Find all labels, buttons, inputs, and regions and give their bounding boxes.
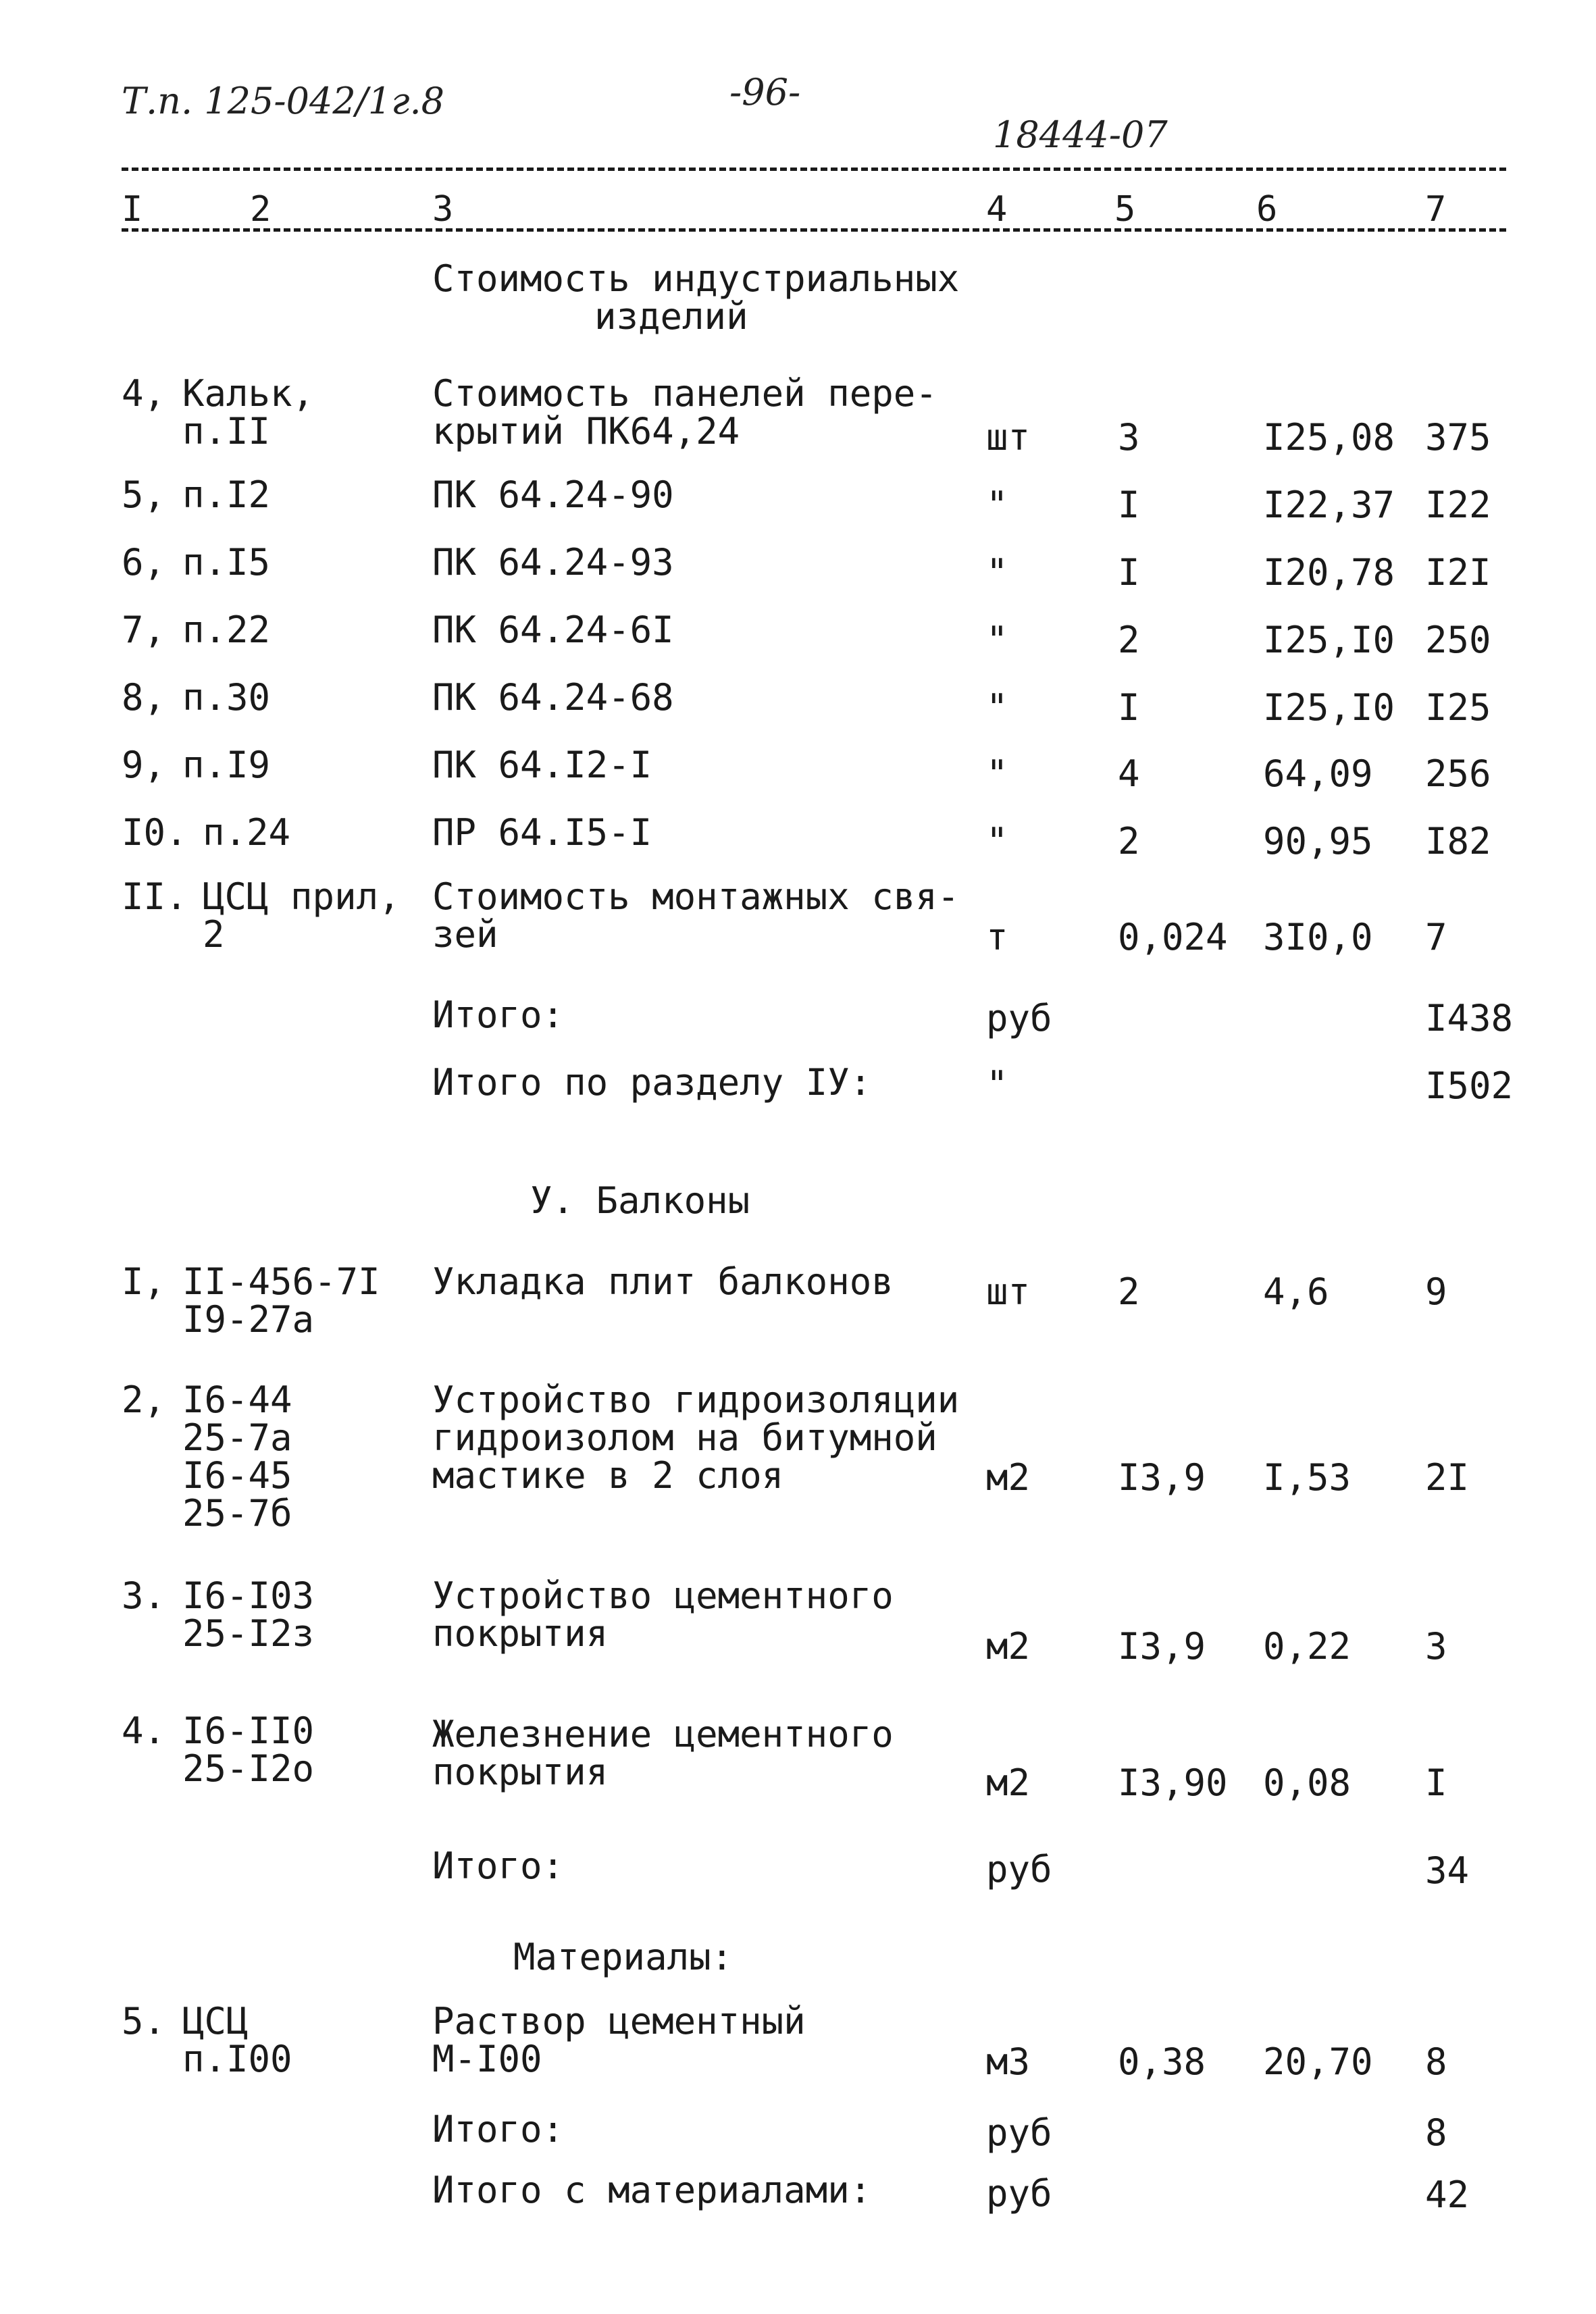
subtotal-unit: руб [986, 997, 1052, 1039]
row-total: 7 [1425, 916, 1447, 958]
row-description: ПК 64.24-6I [432, 609, 674, 651]
col-number-6: 6 [1256, 189, 1278, 230]
row-quantity: I3,9 [1118, 1625, 1206, 1668]
reference-line: п.II [182, 410, 271, 453]
row-quantity: 0,024 [1118, 916, 1228, 958]
row-price: I22,37 [1263, 484, 1395, 526]
description-line: Устройство цементного [432, 1574, 894, 1617]
subtotal-label: Итого: [432, 994, 565, 1036]
reference-line: п.I00 [182, 2038, 292, 2080]
reference-line: 25-7б [182, 1492, 292, 1535]
page-number: -96- [729, 71, 801, 113]
section-title-line-1: Стоимость индустриальных [432, 257, 960, 300]
document-reference: Т.п. 125-042/1г.8 [122, 80, 445, 122]
row-description [432, 1381, 959, 1495]
row-reference: п.I5 [182, 541, 271, 584]
reference-line: I6-44 [182, 1379, 292, 1421]
row-description: ПК 64.24-93 [432, 541, 674, 584]
section-title-balconies: У. Балконы [530, 1179, 750, 1222]
row-price: 64,09 [1263, 752, 1373, 795]
row-quantity: 2 [1118, 1270, 1140, 1313]
col-number-4: 4 [986, 189, 1008, 230]
row-number: 4. [122, 1709, 166, 1752]
row-unit: м3 [986, 2040, 1031, 2083]
row-quantity: 2 [1118, 820, 1140, 863]
row-reference: п.24 [203, 811, 291, 854]
row-number: 5, [122, 473, 166, 516]
reference-line: I6-I03 [182, 1574, 315, 1617]
row-unit: т [986, 916, 1008, 958]
row-description [432, 372, 937, 453]
reference-line: 2 [203, 913, 225, 956]
col-number-5: 5 [1114, 189, 1136, 230]
reference-line: ЦСЦ [182, 2000, 249, 2042]
row-total: 250 [1425, 619, 1491, 661]
row-number: I0. [122, 811, 188, 854]
row-total: 3 [1425, 1625, 1447, 1668]
row-unit: " [986, 686, 1008, 729]
row-number: 9, [122, 744, 166, 786]
reference-line: ЦСЦ прил, [203, 875, 401, 918]
row-reference [182, 2000, 292, 2080]
row-unit: " [986, 551, 1008, 594]
subtotal-value: I438 [1425, 997, 1514, 1039]
reference-line: II-456-7I [182, 1260, 380, 1303]
reference-line: 25-I2о [182, 1747, 315, 1790]
row-total: I82 [1425, 820, 1491, 863]
col-number-2: 2 [250, 189, 272, 230]
row-total: 375 [1425, 416, 1491, 459]
row-description [432, 2000, 806, 2080]
row-reference [182, 1260, 380, 1341]
col-number-3: 3 [432, 189, 454, 230]
row-quantity: 0,38 [1118, 2040, 1206, 2083]
description-line: Стоимость панелей пере- [432, 372, 937, 415]
materials-subtotal-value: 8 [1425, 2111, 1447, 2154]
row-description [432, 1713, 894, 1793]
row-reference: п.I9 [182, 744, 271, 786]
reference-line: 25-I2з [182, 1612, 315, 1655]
row-description: Укладка плит балконов [432, 1260, 894, 1303]
description-line: зей [432, 913, 498, 956]
row-unit: " [986, 619, 1008, 661]
row-description: ПК 64.24-68 [432, 676, 674, 719]
row-reference: п.30 [182, 676, 271, 719]
row-unit: " [986, 484, 1008, 526]
row-unit: м2 [986, 1625, 1031, 1668]
description-line: мастике в 2 слоя [432, 1454, 784, 1497]
description-line: М-I00 [432, 2038, 542, 2080]
row-total: 256 [1425, 752, 1491, 795]
materials-subtotal-label: Итого: [432, 2108, 565, 2151]
description-line: гидроизолом на битумной [432, 1416, 937, 1459]
subtotal-label: Итого: [432, 1845, 565, 1887]
row-price: 20,70 [1263, 2040, 1373, 2083]
row-price: 0,22 [1263, 1625, 1352, 1668]
grand-total-value: 42 [1425, 2174, 1470, 2216]
row-unit: шт [986, 1270, 1031, 1313]
row-price: 90,95 [1263, 820, 1373, 863]
row-price: I25,08 [1263, 416, 1395, 459]
section-total-value: I502 [1425, 1064, 1514, 1107]
reference-line: I6-II0 [182, 1709, 315, 1752]
row-total: 8 [1425, 2040, 1447, 2083]
row-quantity: I [1118, 484, 1140, 526]
row-number: 3. [122, 1574, 166, 1617]
grand-total-unit: руб [986, 2172, 1052, 2215]
description-line: крытий ПК64,24 [432, 410, 740, 453]
row-number: 8, [122, 676, 166, 719]
description-line: Железнение цементного [432, 1713, 894, 1755]
row-quantity: I3,90 [1118, 1762, 1228, 1804]
row-unit: м2 [986, 1762, 1031, 1804]
section-title-line-2: изделий [594, 295, 748, 338]
row-total: I2I [1425, 551, 1491, 594]
row-reference [182, 372, 315, 453]
row-quantity: 3 [1118, 416, 1140, 459]
row-reference: п.22 [182, 609, 271, 651]
header-bottom-rule [122, 228, 1506, 232]
row-reference [182, 1381, 292, 1533]
row-description: ПК 64.24-90 [432, 473, 674, 516]
section-total-label: Итого по разделу IУ: [432, 1061, 872, 1104]
row-total: I22 [1425, 484, 1491, 526]
row-unit: " [986, 752, 1008, 795]
col-number-1: I [122, 189, 143, 230]
row-price: 3I0,0 [1263, 916, 1373, 958]
row-total: I25 [1425, 686, 1491, 729]
row-number: 6, [122, 541, 166, 584]
row-unit: шт [986, 416, 1031, 459]
row-reference [203, 875, 401, 956]
col-number-7: 7 [1425, 189, 1447, 230]
row-unit: " [986, 820, 1008, 863]
row-quantity: 4 [1118, 752, 1140, 795]
row-price: 4,6 [1263, 1270, 1329, 1313]
row-quantity: I [1118, 686, 1140, 729]
reference-line: 25-7а [182, 1416, 292, 1459]
row-quantity: I [1118, 551, 1140, 594]
description-line: Раствор цементный [432, 2000, 806, 2042]
row-reference [182, 1574, 315, 1655]
row-price: 0,08 [1263, 1762, 1352, 1804]
row-price: I25,I0 [1263, 686, 1395, 729]
reference-line: Кальк, [182, 372, 315, 415]
materials-subtotal-unit: руб [986, 2111, 1052, 2154]
description-line: покрытия [432, 1612, 609, 1655]
description-line: Устройство гидроизоляции [432, 1379, 960, 1421]
row-number: 2, [122, 1379, 166, 1421]
description-line: покрытия [432, 1751, 609, 1793]
section-total-unit: " [986, 1063, 1008, 1106]
document-number: 18444-07 [993, 113, 1168, 156]
row-price: I25,I0 [1263, 619, 1395, 661]
row-total: 2I [1425, 1456, 1470, 1499]
row-number: 5. [122, 2000, 166, 2042]
row-price: I20,78 [1263, 551, 1395, 594]
subtotal-value: 34 [1425, 1849, 1470, 1892]
row-number: II. [122, 875, 188, 918]
description-line: Стоимость монтажных свя- [432, 875, 960, 918]
row-reference: п.I2 [182, 473, 271, 516]
header-top-rule [122, 168, 1506, 171]
grand-total-label: Итого с материалами: [432, 2169, 872, 2211]
row-description: ПР 64.I5-I [432, 811, 652, 854]
reference-line: I6-45 [182, 1454, 292, 1497]
reference-line: I9-27а [182, 1298, 315, 1341]
row-description [432, 1574, 894, 1655]
row-description: ПК 64.I2-I [432, 744, 652, 786]
row-reference [182, 1709, 315, 1790]
subtotal-unit: руб [986, 1848, 1052, 1891]
row-number: 7, [122, 609, 166, 651]
row-number: I, [122, 1260, 166, 1303]
row-description [432, 875, 960, 956]
row-quantity: I3,9 [1118, 1456, 1206, 1499]
row-number: 4, [122, 372, 166, 415]
materials-title: Материалы: [513, 1936, 733, 1978]
row-quantity: 2 [1118, 619, 1140, 661]
row-total: I [1425, 1762, 1447, 1804]
section-title-industrial [432, 257, 960, 338]
row-price: I,53 [1263, 1456, 1352, 1499]
row-unit: м2 [986, 1456, 1031, 1499]
row-total: 9 [1425, 1270, 1447, 1313]
